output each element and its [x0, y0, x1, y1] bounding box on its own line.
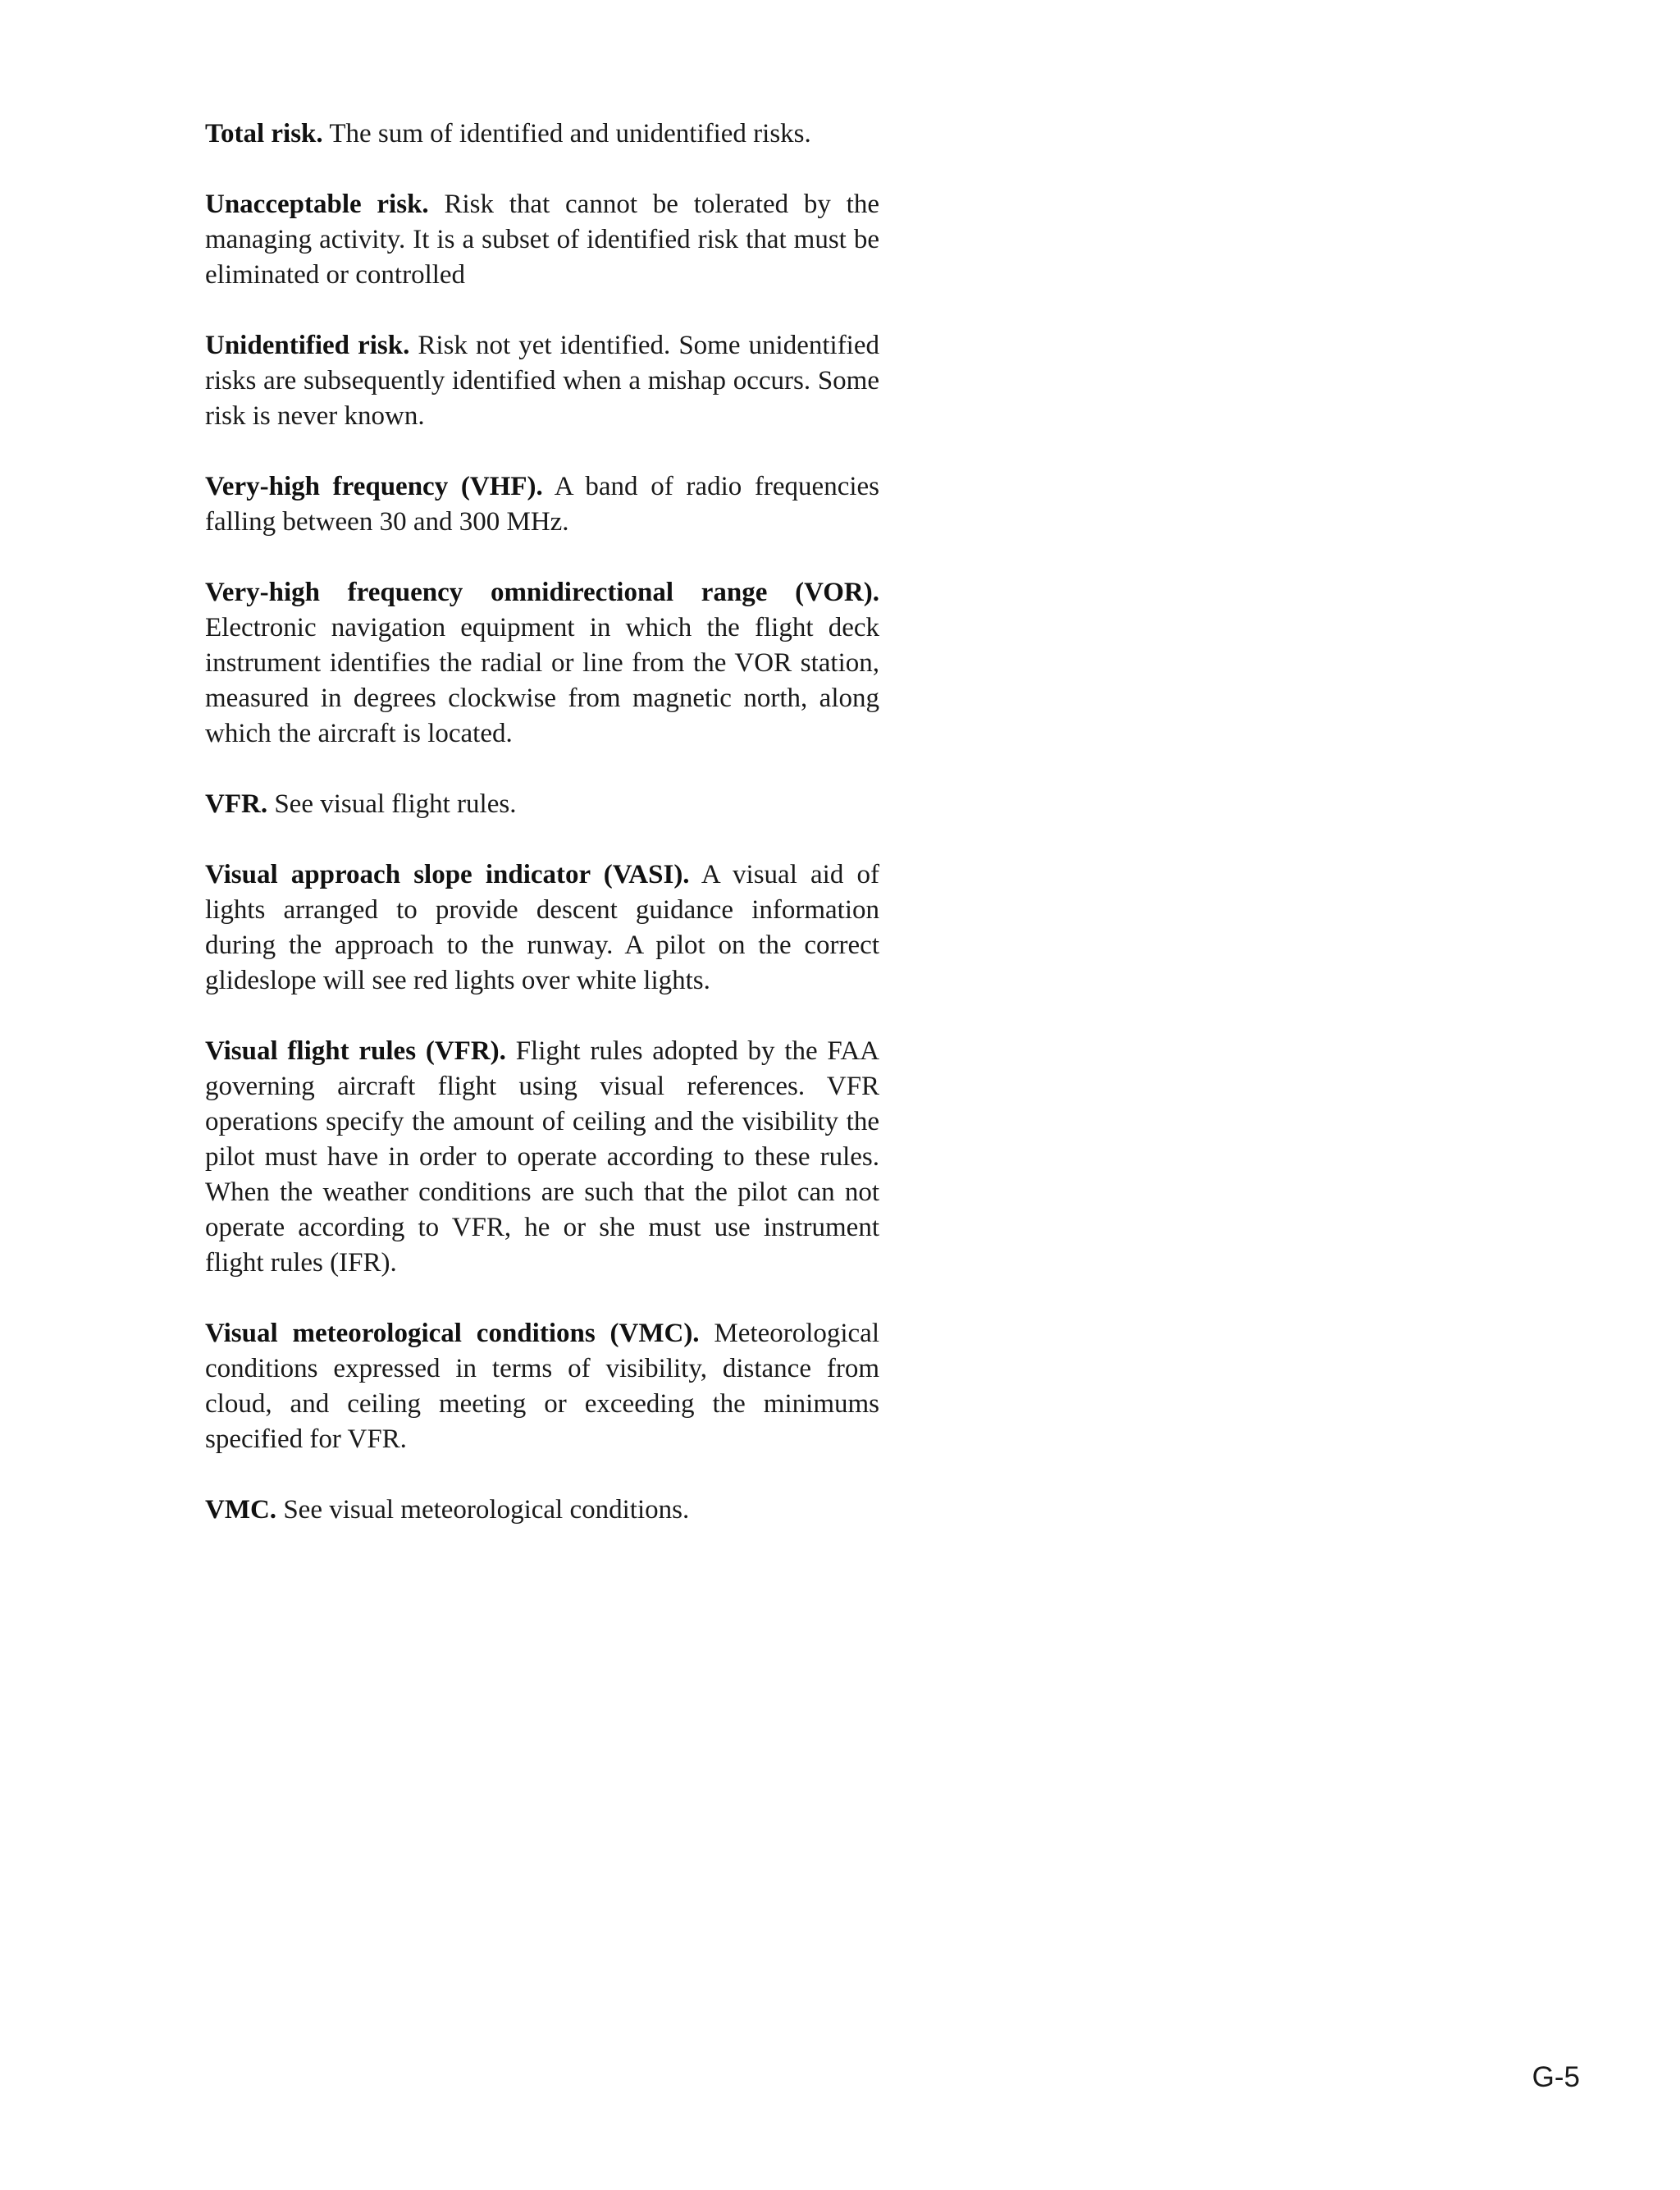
glossary-definition: The sum of identified and unidentified risks.: [329, 119, 811, 149]
page-number: G-5: [1532, 2061, 1580, 2093]
glossary-entry-vmc: [205, 1493, 879, 1528]
glossary-term: VFR.: [205, 789, 268, 819]
glossary-entry-unidentified-risk: [205, 328, 879, 434]
glossary-column: [205, 117, 879, 1563]
glossary-definition: A visual aid of lights arranged to provide descent guidance information during the approach to the runway. A pilot on the correct glideslope will see red lights over white lights.: [205, 860, 879, 995]
glossary-entry-visual-flight-rules: [205, 1034, 879, 1281]
glossary-definition: See visual meteorological conditions.: [283, 1495, 690, 1525]
glossary-definition: Flight rules adopted by the FAA governing aircraft flight using visual references. VFR operations specify the amount of ceiling and the visibility the pilot must have in order to operate according to these rules. When the weather conditions are such that the pilot can not operate according to VFR, he or she must use instrument flight rules (IFR).: [205, 1036, 879, 1278]
glossary-term: VMC.: [205, 1495, 277, 1525]
glossary-term: Unidentified risk.: [205, 331, 410, 360]
glossary-definition: Risk not yet identified. Some unidentified risks are subsequently identified when a mishap occurs. Some risk is never known.: [205, 331, 880, 431]
glossary-definition: See visual flight rules.: [274, 789, 517, 819]
glossary-term: Very-high frequency (VHF).: [205, 472, 543, 501]
glossary-definition: A band of radio frequencies falling between 30 and 300 MHz.: [205, 472, 880, 537]
glossary-definition: Electronic navigation equipment in which the flight deck instrument identifies the radial or line from the VOR station, measured in degrees clockwise from magnetic north, along which the aircraft is located.: [205, 613, 879, 748]
glossary-entry-vfr: [205, 787, 879, 822]
glossary-entry-vasi: [205, 857, 879, 999]
glossary-entry-vor: [205, 575, 879, 752]
glossary-term: Visual approach slope indicator (VASI).: [205, 860, 690, 889]
glossary-term: Total risk.: [205, 119, 323, 149]
glossary-entry-total-risk: [205, 117, 879, 152]
glossary-entry-vhf: [205, 469, 879, 540]
glossary-term: Visual flight rules (VFR).: [205, 1036, 506, 1066]
glossary-term: Unacceptable risk.: [205, 190, 429, 219]
glossary-entry-vmc-full: [205, 1316, 879, 1457]
glossary-definition: Risk that cannot be tolerated by the managing activity. It is a subset of identified risk that must be eliminated or controlled: [205, 190, 879, 290]
glossary-entry-unacceptable-risk: [205, 187, 879, 293]
glossary-definition: Meteorological conditions expressed in terms of visibility, distance from cloud, and ceiling meeting or exceeding the minimums specified for VFR.: [205, 1319, 879, 1454]
glossary-term: Very-high frequency omnidirectional range (VOR).: [205, 578, 879, 607]
glossary-term: Visual meteorological conditions (VMC).: [205, 1319, 700, 1348]
